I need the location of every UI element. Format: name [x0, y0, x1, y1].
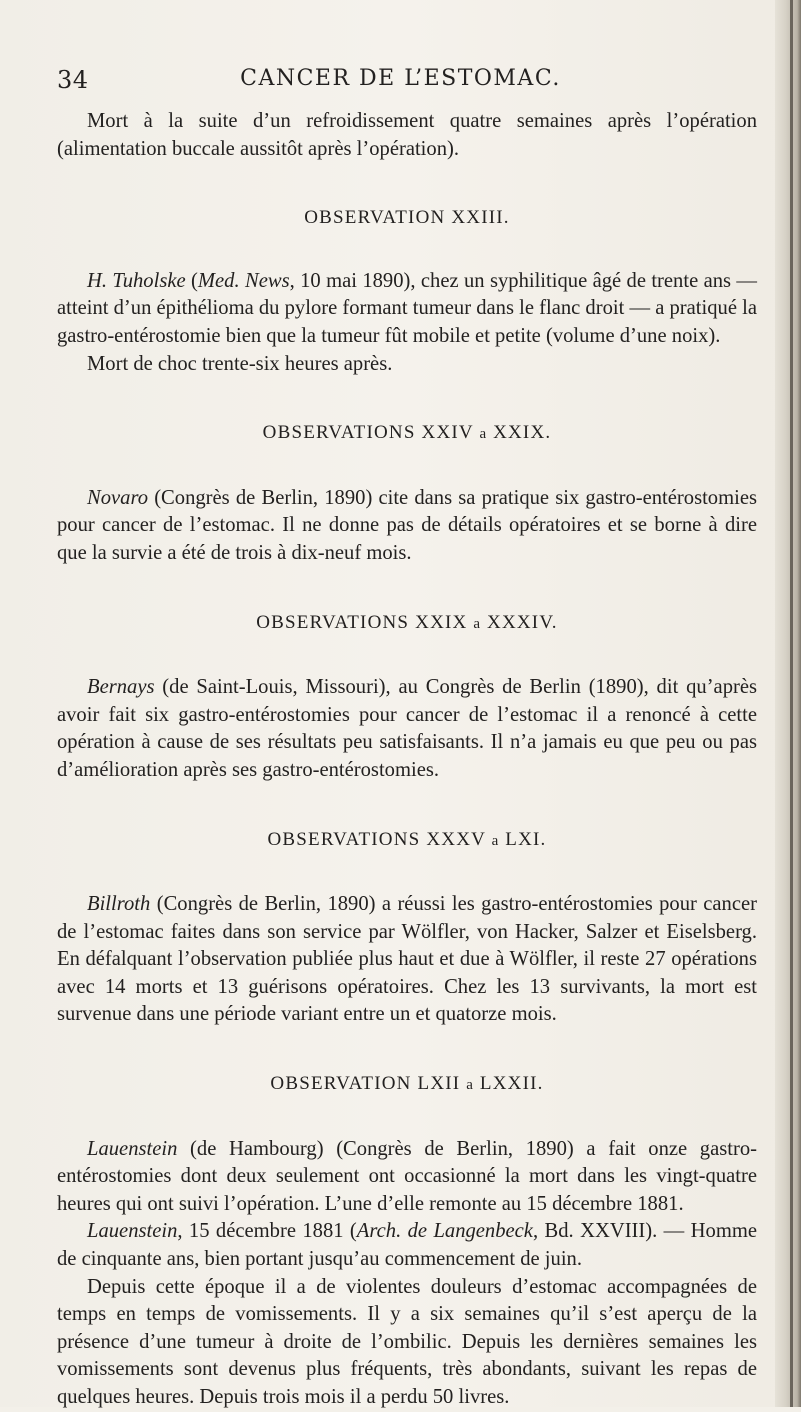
source-name: Med. News: [197, 269, 290, 292]
paragraph-death: Mort de choc trente-six heures après.: [87, 352, 393, 375]
page-edge-shadow: [775, 0, 801, 1407]
author-name: Novaro: [87, 486, 149, 509]
paragraph-tuholske: H. Tuholske (Med. News, 10 mai 1890), chez un syphilitique âgé de trente ans — atteint d’un épithélioma du pylore formant tumeur dans le flanc droit — a pratiqué la gastro-entérostomie bien que la tumeur fût mobile et petite (volume d’une noix).: [57, 269, 758, 347]
author-name: Lauenstein: [87, 1137, 178, 1160]
page-header: [0, 66, 801, 98]
author-name: Lauenstein: [87, 1220, 178, 1243]
binding-edge: [790, 0, 793, 1407]
paragraph-billroth: [57, 891, 757, 1029]
heading-observations-xxxv-lxi: OBSERVATIONS XXXV a LXI.: [267, 828, 547, 850]
paragraph-text: (de Hambourg) (Congrès de Berlin, 1890) a fait onze gastro-entérostomies dont deux seulement ont occasionné la mort dans les vingt-quatre heures qui ont suivi l’opération. L’une d’elle remonte au 15 décembre 1881.: [57, 1137, 757, 1215]
paragraph-bernays: [57, 674, 757, 784]
paragraph-text: (Congrès de Berlin, 1890) a réussi les gastro-entérostomies pour cancer de l’estomac faites dans son service par Wölfler, von Hacker, Salzer et Eiselsberg. En défalquant l’observation publiée plus haut et due à Wölfler, il reste 27 opérations avec 14 morts et 13 guérisons opératoires. Chez les 13 survivants, la mort est survenue dans une période variant entre un et quatorze mois.: [57, 893, 757, 1026]
heading-observation-xxiii: OBSERVATION XXIII.: [304, 207, 510, 229]
paragraph-lauenstein-1: [57, 1136, 757, 1219]
paragraph-novaro: [57, 485, 757, 568]
body-text: [57, 108, 757, 1412]
author-name: Billroth: [87, 893, 151, 916]
heading-observations-xxix-xxxiv: OBSERVATIONS XXIX a XXXIV.: [256, 611, 558, 633]
source-name: Arch. de Langenbeck: [356, 1220, 533, 1243]
paragraph-lauenstein-3: Depuis cette époque il a de violentes douleurs d’estomac accompagnées de temps en temps de vomissements. Il y a six semaines qu’il s’est aperçu de la présence d’une tumeur à droite de l’ombilic. Depuis les dernières semaines les vomissements sont devenus plus fréquents, très abondants, suivant les repas de quelques heures. Depuis trois mois il a perdu 50 livres.: [57, 1275, 757, 1408]
intro-paragraph: Mort à la suite d’un refroidissement quatre semaines après l’opération (alimentation buccale aussitôt après l’opération).: [57, 110, 757, 160]
paragraph-lauenstein-2: Lauenstein, 15 décembre 1881 (Arch. de Langenbeck, Bd. XXVIII). — Homme de cinquante ans, bien portant jusqu’au commencement de juin.: [57, 1220, 758, 1271]
running-head: CANCER DE L’ESTOMAC.: [240, 66, 561, 91]
author-name: Bernays: [87, 676, 155, 699]
paragraph-text: (Congrès de Berlin, 1890) cite dans sa pratique six gastro-entérostomies pour cancer de l’estomac. Il ne donne pas de détails opératoires et se borne à dire que la survie a été de trois à dix-neuf mois.: [57, 486, 757, 564]
page-number: 34: [57, 66, 89, 94]
heading-observation-lxii-lxxii: OBSERVATION LXII a LXXII.: [270, 1073, 544, 1095]
author-name: H. Tuholske: [87, 269, 186, 292]
paragraph-text: (de Saint-Louis, Missouri), au Congrès de Berlin (1890), dit qu’après avoir fait six gastro-entérostomies pour cancer de l’estomac il a renoncé à cette opération à cause de ses résultats peu satisfaisants. Il n’a jamais eu que peu ou pas d’amélioration après ses gastro-entérostomies.: [57, 676, 757, 781]
heading-observations-xxiv-xxix: OBSERVATIONS XXIV a XXIX.: [262, 422, 552, 444]
paragraph-text: , 10 mai 1890), chez un syphilitique âgé de trente ans — atteint d’un épithélioma du pylore formant tumeur dans le flanc droit — a pratiqué la gastro-entérostomie bien que la tumeur fût mobile et petite (volume d’une noix).: [57, 269, 758, 347]
